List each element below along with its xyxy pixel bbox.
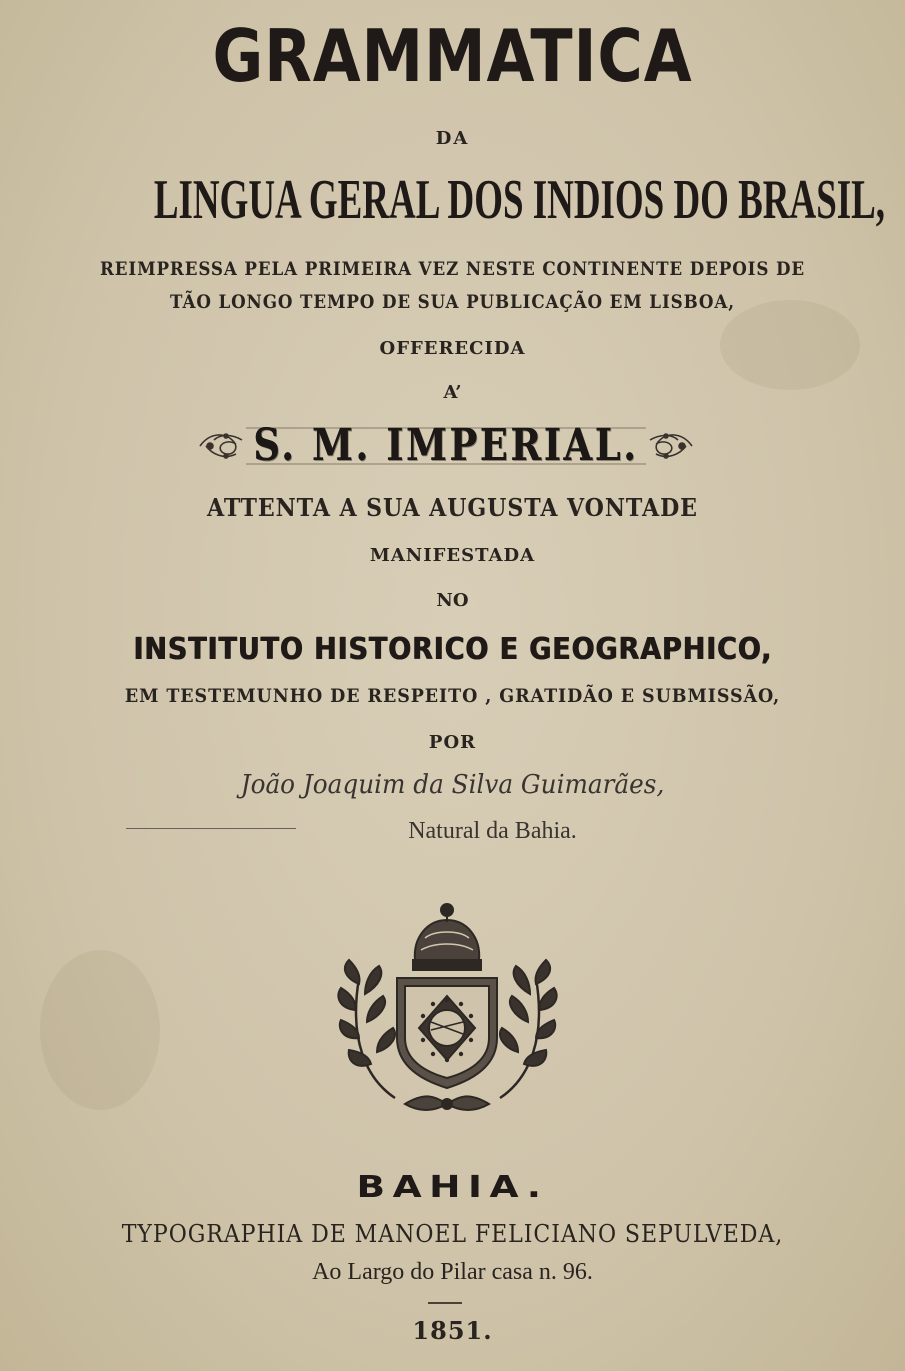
testimony-line: EM TESTEMUNHO DE RESPEITO , GRATIDÃO E SUBMISSÃO, [124, 685, 781, 707]
book-title: GRAMMATICA [212, 14, 693, 98]
manifestada-label: MANIFESTADA [369, 545, 536, 566]
dedication-preposition: A’ [443, 382, 462, 403]
imprint-printer: TYPOGRAPHIA DE MANOEL FELICIANO SEPULVEDA, [121, 1220, 784, 1248]
imprint-year: 1851. [412, 1316, 493, 1345]
offered-label: OFFERECIDA [379, 338, 526, 359]
institute-name: INSTITUTO HISTORICO E GEOGRAPHICO, [133, 632, 772, 667]
year-rule [428, 1302, 462, 1304]
augusta-vontade-line: ATTENTA A SUA AUGUSTA VONTADE [207, 493, 698, 522]
imprint-city: BAHIA. [356, 1170, 549, 1205]
dedicatee-name: S. M. IMPERIAL. [253, 420, 639, 471]
reprint-note-line2: TÃO LONGO TEMPO DE SUA PUBLICAÇÃO EM LISBOA, [170, 291, 735, 313]
por-label: POR [428, 732, 477, 753]
dedication-banner [196, 418, 696, 474]
imperial-coat-of-arms-icon [335, 898, 560, 1123]
author-name: João Joaquim da Silva Guimarães, [240, 770, 665, 800]
book-subject: LINGUA GERAL DOS INDIOS DO BRASIL, [153, 169, 886, 231]
imprint-address: Ao Largo do Pilar casa n. 96. [312, 1259, 593, 1285]
paper-stain [40, 950, 160, 1110]
title-connector-da: DA [435, 128, 470, 149]
no-label: NO [436, 590, 469, 611]
reprint-note-line1: REIMPRESSA PELA PRIMEIRA VEZ NESTE CONTINENTE DEPOIS DE [99, 258, 805, 280]
author-origin: Natural da Bahia. [408, 818, 577, 844]
